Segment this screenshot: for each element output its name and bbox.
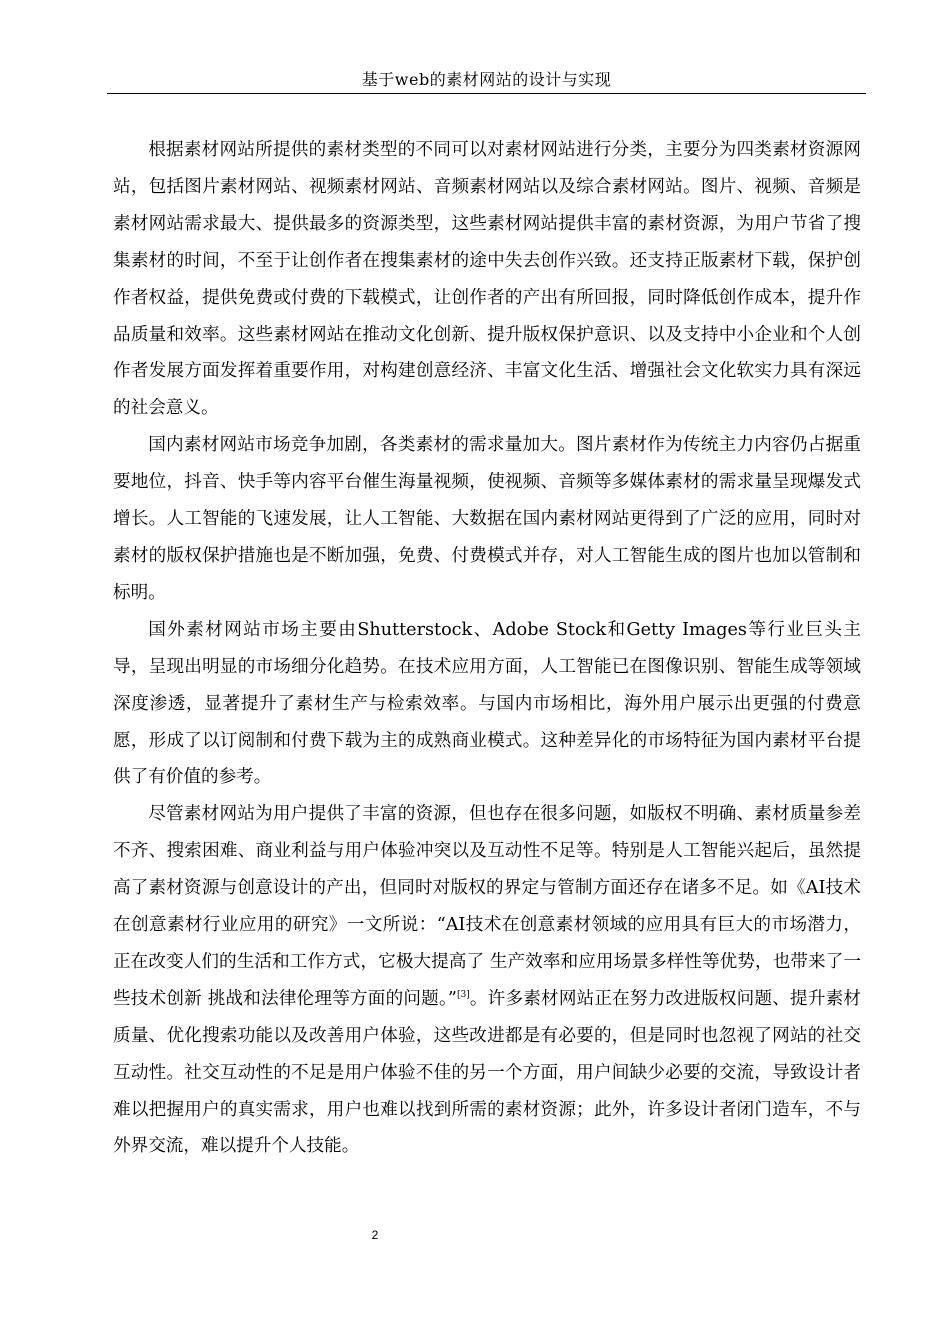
paragraph-existing-problems bbox=[113, 796, 861, 1165]
paragraph-domestic-market: 国内素材网站市场竞争加剧，各类素材的需求量加大。图片素材作为传统主力内容仍占据重要地位，抖音、快手等内容平台催生海量视频，使视频、音频等多媒体素材的需求量呈现爆发式增长。人工智能的飞速发展，让人工智能、大数据在国内素材网站更得到了广泛的应用，同时对素材的版权保护措施也是不断加强，免费、付费模式并存，对人工智能生成的图片也加以管制和标明。 bbox=[113, 435, 861, 603]
header-divider bbox=[107, 93, 866, 94]
paragraph-text-before-citation: 尽管素材网站为用户提供了丰富的资源，但也存在很多问题，如版权不明确、素材质量参差不齐、搜索困难、商业利益与用户体验冲突以及互动性不足等。特别是人工智能兴起后，虽然提高了素材资源与创意设计的产出，但同时对版权的界定与管制方面还存在诸多不足。如《AI技术在创意素材行业应用的研究》一文所说：“AI技术在创意素材领域的应用具有巨大的市场潜力，正在改变人们的生活和工作方式，它极大提高了 生产效率和应用场景多样性等优势，也带来了一些技术创新 挑战和法律伦理等方面的问题。” bbox=[113, 804, 861, 1009]
citation-reference[interactable]: [3] bbox=[456, 989, 470, 1000]
paragraph-site-categories: 根据素材网站所提供的素材类型的不同可以对素材网站进行分类，主要分为四类素材资源网站，包括图片素材网站、视频素材网站、音频素材网站以及综合素材网站。图片、视频、音频是素材网站需求最大、提供最多的资源类型，这些素材网站提供丰富的素材资源，为用户节省了搜集素材的时间，不至于让创作者在搜集素材的途中失去创作兴致。还支持正版素材下载，保护创作者权益，提供免费或付费的下载模式，让创作者的产出有所回报，同时降低创作成本，提升作品质量和效率。这些素材网站在推动文化创新、提升版权保护意识、以及支持中小企业和个人创作者发展方面发挥着重要作用，对构建创意经济、丰富文化生活、增强社会文化软实力具有深远的社会意义。 bbox=[113, 140, 861, 419]
paragraph-text-after-citation: 。许多素材网站正在努力改进版权问题、提升素材质量、优化搜索功能以及改善用户体验，这些改进都是有必要的，但是同时也忽视了网站的社交互动性。社交互动性的不足是用户体验不佳的另一个方面，用户间缺少必要的交流，导致设计者难以把握用户的真实需求，用户也难以找到所需的素材资源；此外，许多设计者闭门造车，不与外界交流，难以提升个人技能。 bbox=[113, 988, 861, 1157]
paragraph-foreign-market: 国外素材网站市场主要由Shutterstock、Adobe Stock和Getty Images等行业巨头主导，呈现出明显的市场细分化趋势。在技术应用方面，人工智能已在图像识别、智能生成等领域深度渗透，显著提升了素材生产与检索效率。与国内市场相比，海外用户展示出更强的付费意愿，形成了以订阅制和付费下载为主的成熟商业模式。这种差异化的市场特征为国内素材平台提供了有价值的参考。 bbox=[113, 619, 861, 788]
page-number: 2 bbox=[371, 1228, 379, 1242]
running-header-title: 基于web的素材网站的设计与实现 bbox=[361, 70, 612, 89]
document-body bbox=[113, 132, 861, 1165]
